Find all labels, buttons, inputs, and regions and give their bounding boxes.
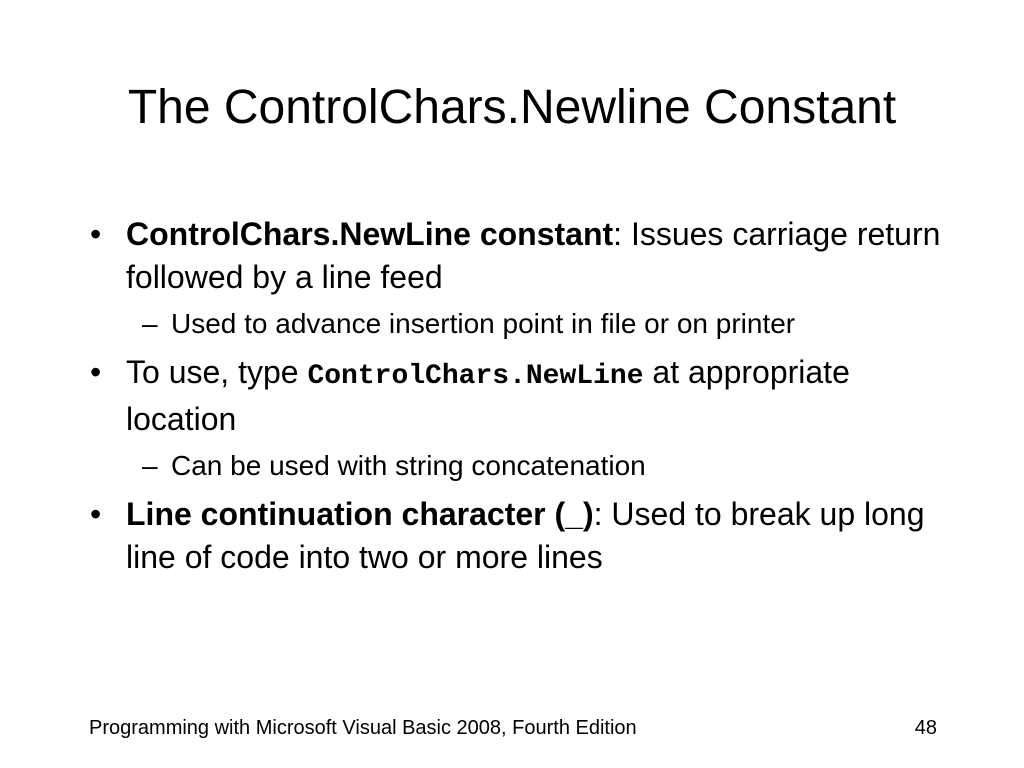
sub-bullet-text: Used to advance insertion point in file or on printer xyxy=(171,308,796,339)
bullet-marker: • xyxy=(90,216,102,252)
slide-title: The ControlChars.Newline Constant xyxy=(127,81,897,134)
bullet-text: : Used to break up long line of code into two or more lines xyxy=(126,496,925,575)
sub-bullet-marker: – xyxy=(142,308,158,339)
bullet-text: : Issues carriage return followed by a line feed xyxy=(126,216,941,295)
sub-bullet-item xyxy=(84,305,964,343)
code-term: ControlChars.NewLine xyxy=(307,361,644,392)
slide-content xyxy=(84,213,964,585)
sub-bullet-text: Can be used with string concatenation xyxy=(171,450,646,481)
footer-page-number: 48 xyxy=(914,717,937,739)
sub-bullet-marker: – xyxy=(142,450,158,481)
bullet-marker: • xyxy=(90,496,102,532)
bullet-bold-term: Line continuation character (_) xyxy=(126,496,594,532)
bullet-marker: • xyxy=(90,354,102,390)
bullet-item xyxy=(84,493,964,579)
bullet-bold-term: ControlChars.NewLine constant xyxy=(126,216,614,252)
footer-book-title: Programming with Microsoft Visual Basic 2008, Fourth Edition xyxy=(89,717,637,739)
bullet-text: To use, type xyxy=(126,354,308,390)
bullet-item xyxy=(84,351,964,441)
bullet-text: at appropriate location xyxy=(126,354,850,437)
bullet-item xyxy=(84,213,964,299)
sub-bullet-item xyxy=(84,447,964,485)
